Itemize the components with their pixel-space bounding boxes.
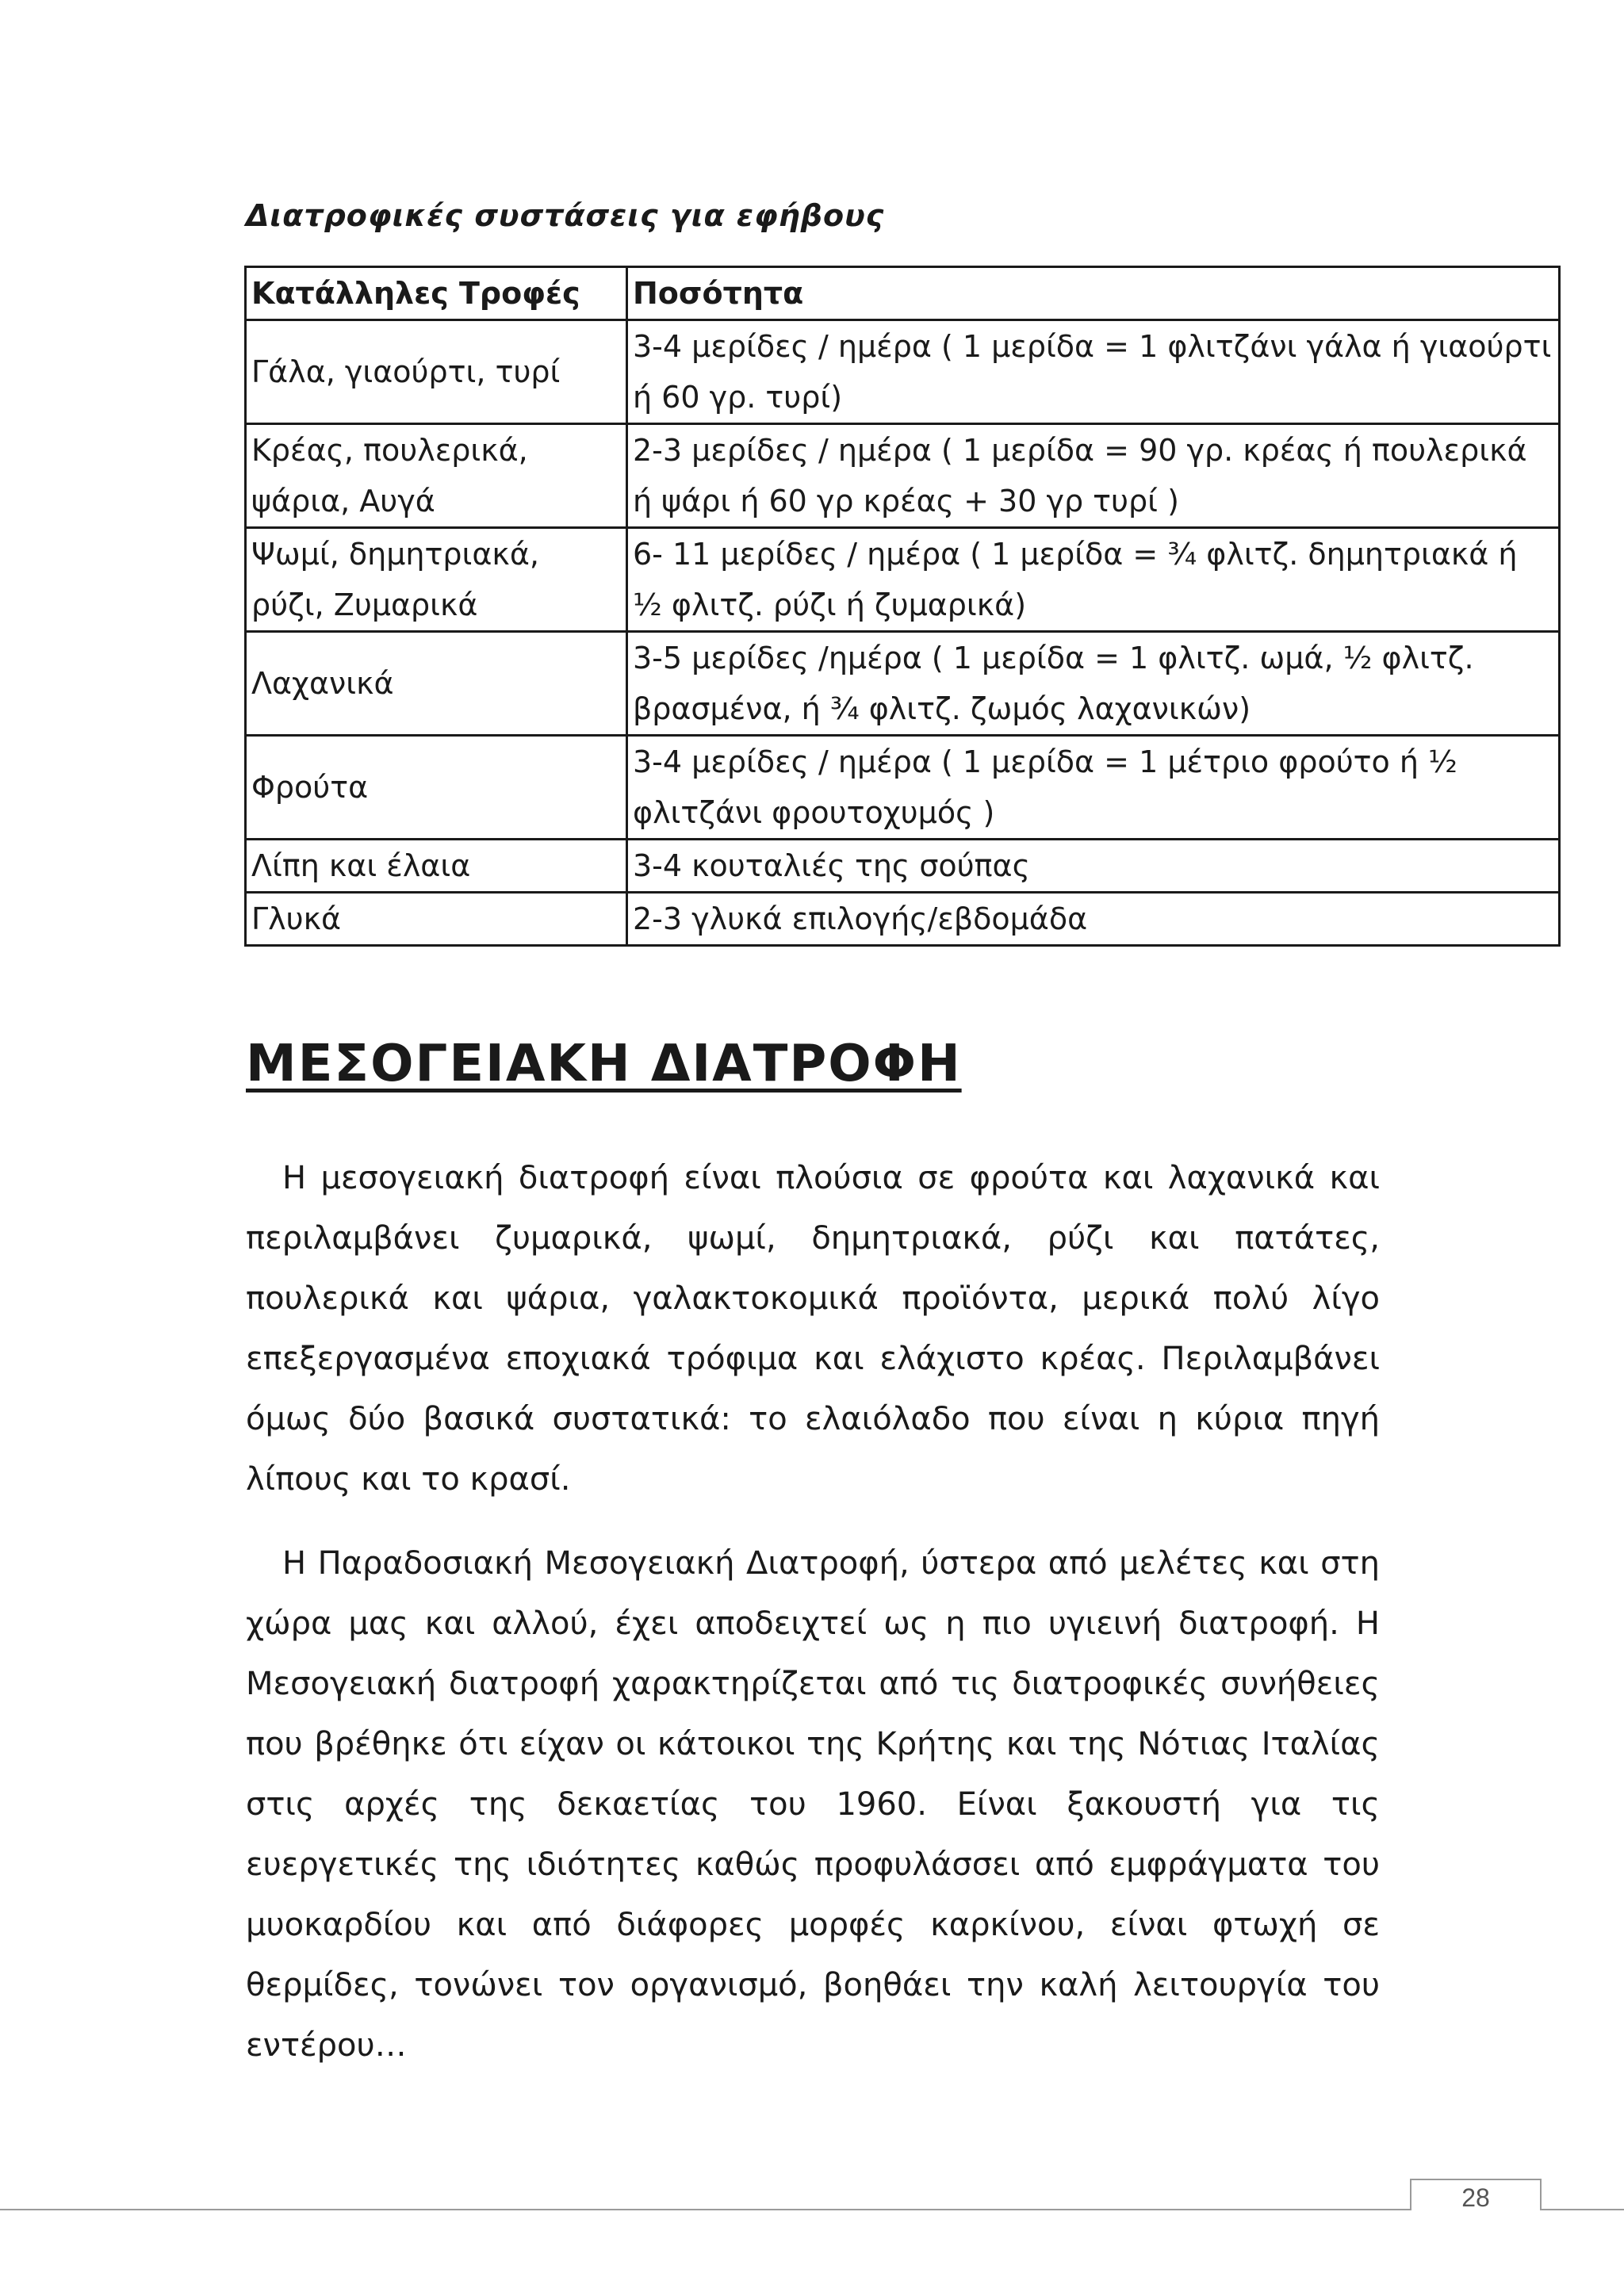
food-cell: Γάλα, γιαούρτι, τυρί (246, 320, 627, 424)
amount-cell: 2-3 μερίδες / ημέρα ( 1 μερίδα = 90 γρ. κρέας ή πουλερικά ή ψάρι ή 60 γρ κρέας + 30 γρ τυρί ) (627, 424, 1560, 528)
amount-cell: 3-4 κουταλιές της σούπας (627, 840, 1560, 893)
food-cell: Κρέας, πουλερικά, ψάρια, Αυγά (246, 424, 627, 528)
table-row (246, 320, 1560, 424)
header-amount: Ποσότητα (627, 267, 1560, 320)
diet-recommendations-table (244, 266, 1561, 947)
food-cell: Λίπη και έλαια (246, 840, 627, 893)
amount-cell: 6- 11 μερίδες / ημέρα ( 1 μερίδα = ¾ φλιτζ. δημητριακά ή ½ φλιτζ. ρύζι ή ζυμαρικά) (627, 528, 1560, 632)
table-row (246, 840, 1560, 893)
table-row (246, 528, 1560, 632)
table-caption: Διατροφικές συστάσεις για εφήβους (246, 198, 885, 233)
footer-rule (0, 2209, 1624, 2210)
table-row (246, 893, 1560, 946)
food-cell: Φρούτα (246, 736, 627, 840)
table-header-row (246, 267, 1560, 320)
amount-cell: 3-4 μερίδες / ημέρα ( 1 μερίδα = 1 φλιτζάνι γάλα ή γιαούρτι ή 60 γρ. τυρί) (627, 320, 1560, 424)
table-row (246, 632, 1560, 736)
food-cell: Γλυκά (246, 893, 627, 946)
amount-cell: 3-4 μερίδες / ημέρα ( 1 μερίδα = 1 μέτριο φρούτο ή ½ φλιτζάνι φρουτοχυμός ) (627, 736, 1560, 840)
table-row (246, 424, 1560, 528)
section-title: ΜΕΣΟΓΕΙΑΚΗ ΔΙΑΤΡΟΦΗ (246, 1035, 962, 1093)
body-paragraph: Η μεσογειακή διατροφή είναι πλούσια σε φρούτα και λαχανικά και περιλαμβάνει ζυμαρικά, ψωμί, δημητριακά, ρύζι και πατάτες, πουλερικά και ψάρια, γαλακτοκομικά προϊόντα, μερικά πολύ λίγο επεξεργασμένα εποχιακά τρόφιμα και ελάχιστο κρέας. Περιλαμβάνει όμως δύο βασικά συστατικά: το ελαιόλαδο που είναι η κύρια πηγή λίπους και το κρασί. (246, 1160, 1380, 1498)
food-cell: Λαχανικά (246, 632, 627, 736)
amount-cell: 3-5 μερίδες /ημέρα ( 1 μερίδα = 1 φλιτζ. ωμά, ½ φλιτζ. βρασμένα, ή ¾ φλιτζ. ζωμός λαχανικών) (627, 632, 1560, 736)
page-number: 28 (1410, 2179, 1542, 2210)
body-paragraph: Η Παραδοσιακή Μεσογειακή Διατροφή, ύστερα από μελέτες και στη χώρα μας και αλλού, έχει αποδειχτεί ως η πιο υγιεινή διατροφή. Η Μεσογειακή διατροφή χαρακτηρίζεται από τις διατροφικές συνήθειες που βρέθηκε ότι είχαν οι κάτοικοι της Κρήτης και της Νότιας Ιταλίας στις αρχές της δεκαετίας του 1960. Είναι ξακουστή για τις ευεργετικές της ιδιότητες καθώς προφυλάσσει από εμφράγματα του μυοκαρδίου και από διάφορες μορφές καρκίνου, είναι φτωχή σε θερμίδες, τονώνει τον οργανισμό, βοηθάει την καλή λειτουργία του εντέρου… (246, 1545, 1380, 2064)
header-food: Κατάλληλες Τροφές (246, 267, 627, 320)
amount-cell: 2-3 γλυκά επιλογής/εβδομάδα (627, 893, 1560, 946)
food-cell: Ψωμί, δημητριακά, ρύζι, Ζυμαρικά (246, 528, 627, 632)
table-row (246, 736, 1560, 840)
